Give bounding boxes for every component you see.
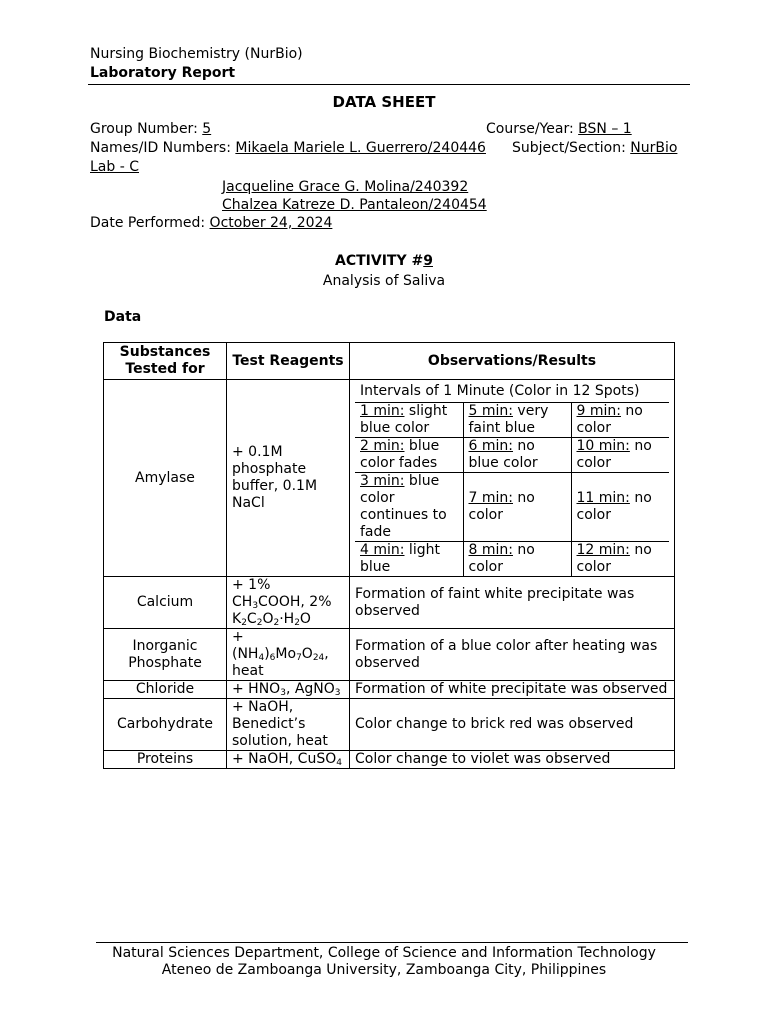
header-reagents: Test Reagents <box>227 343 350 380</box>
date-value: October 24, 2024 <box>209 215 333 231</box>
subject-section <box>512 139 677 157</box>
interval-cell: 12 min: no color <box>571 542 669 577</box>
names-line <box>90 139 486 157</box>
table-row <box>104 577 675 629</box>
sheet-title: DATA SHEET <box>332 93 436 111</box>
interval-cell: 9 min: no color <box>571 403 669 438</box>
course-name: Nursing Biochemistry (NurBio) <box>90 46 303 62</box>
table-row <box>104 699 675 751</box>
names-label: Names/ID Numbers: <box>90 140 236 156</box>
table-row <box>104 681 675 699</box>
result-chloride: Formation of white precipitate was observed <box>350 681 675 699</box>
interval-heading: Intervals of 1 Minute (Color in 12 Spots) <box>355 380 669 403</box>
substance-amylase: Amylase <box>104 380 227 577</box>
result-proteins: Color change to violet was observed <box>350 751 675 769</box>
table-header-row <box>104 343 675 380</box>
group-label: Group Number: <box>90 121 203 137</box>
member-name-2: Jacqueline Grace G. Molina/240392 <box>222 179 469 195</box>
substance-carbohydrate: Carbohydrate <box>104 699 227 751</box>
substance-proteins: Proteins <box>104 751 227 769</box>
interval-grid <box>355 380 669 576</box>
footer-university: Ateneo de Zamboanga University, Zamboanga City, Philippines <box>161 962 607 978</box>
date-performed <box>90 214 332 232</box>
interval-cell: 7 min: no color <box>463 473 571 542</box>
interval-cell: 4 min: light blue <box>355 542 463 577</box>
reagent-phosphate: + $(NH_4)_6Mo_7O_{24}$, heat <box>227 629 350 681</box>
reagent-proteins: + NaOH, CuSO$_4$ <box>227 751 350 769</box>
reagent-calcium: + 1% $CH_3COOH$, 2% $K_2C_2O_2\cdot H_2O$ <box>227 577 350 629</box>
interval-cell: 6 min: no blue color <box>463 438 571 473</box>
activity-subtitle: Analysis of Saliva <box>322 273 446 289</box>
footer-department: Natural Sciences Department, College of Science and Information Technology <box>112 945 656 961</box>
header-divider <box>88 84 690 85</box>
subject-label: Subject/Section: <box>512 140 631 156</box>
results-table <box>103 342 675 769</box>
course-value: BSN – 1 <box>578 121 632 137</box>
report-type: Laboratory Report <box>90 65 236 81</box>
header-observations: Observations/Results <box>350 343 675 380</box>
date-label: Date Performed: <box>90 215 210 231</box>
reagent-chloride: + $HNO_3$, AgNO$_3$ <box>227 681 350 699</box>
reagent-carbohydrate: + NaOH, Benedict’s solution, heat <box>227 699 350 751</box>
interval-cell: 5 min: very faint blue <box>463 403 571 438</box>
reagent-amylase: + 0.1M phosphate buffer, 0.1M NaCl <box>227 380 350 577</box>
member-name-1: Mikaela Mariele L. Guerrero/240446 <box>235 140 486 156</box>
data-section-label: Data <box>104 309 142 325</box>
result-phosphate: Formation of a blue color after heating was observed <box>350 629 675 681</box>
member-name-3: Chalzea Katreze D. Pantaleon/240454 <box>222 197 487 213</box>
substance-phosphate: Inorganic Phosphate <box>104 629 227 681</box>
footer-divider <box>96 942 688 943</box>
group-number <box>90 120 211 138</box>
group-value: 5 <box>202 121 212 137</box>
interval-cell: 10 min: no color <box>571 438 669 473</box>
result-carbohydrate: Color change to brick red was observed <box>350 699 675 751</box>
activity-number: 9 <box>423 253 433 269</box>
substance-calcium: Calcium <box>104 577 227 629</box>
substance-chloride: Chloride <box>104 681 227 699</box>
activity-prefix: ACTIVITY # <box>335 253 424 269</box>
activity-title <box>0 252 768 270</box>
result-calcium: Formation of faint white precipitate was observed <box>350 577 675 629</box>
course-label: Course/Year: <box>486 121 579 137</box>
table-row <box>104 380 675 577</box>
table-row <box>104 629 675 681</box>
header-substances: Substances Tested for <box>104 343 227 380</box>
subject-value-1: NurBio <box>630 140 678 156</box>
table-row <box>104 751 675 769</box>
interval-cell: 1 min: slight blue color <box>355 403 463 438</box>
interval-cell: 3 min: blue color continues to fade <box>355 473 463 542</box>
amylase-observations <box>350 380 675 577</box>
subject-value-2: Lab - C <box>90 159 139 175</box>
interval-cell: 2 min: blue color fades <box>355 438 463 473</box>
interval-cell: 11 min: no color <box>571 473 669 542</box>
interval-cell: 8 min: no color <box>463 542 571 577</box>
course-year <box>486 120 632 138</box>
